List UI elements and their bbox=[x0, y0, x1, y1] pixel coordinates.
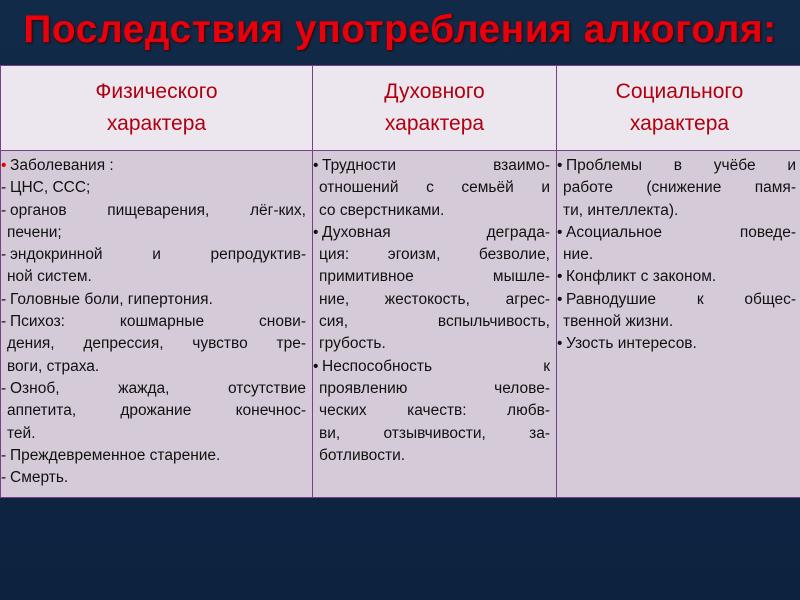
bullet-icon: • bbox=[557, 290, 563, 308]
item-text: аппетита, дрожание конечнос- bbox=[7, 402, 306, 420]
item-text: ной систем. bbox=[7, 268, 92, 286]
header-line: характера bbox=[106, 112, 207, 135]
item-line bbox=[319, 177, 550, 199]
item-text: ти, интеллекта). bbox=[563, 201, 679, 219]
item-text: ция: эгоизм, безволие, bbox=[319, 246, 550, 264]
item-first-line bbox=[557, 155, 796, 177]
list-item bbox=[1, 177, 306, 199]
item-line bbox=[319, 423, 550, 445]
item-line bbox=[563, 200, 796, 222]
item-line bbox=[319, 311, 550, 333]
item-line bbox=[319, 244, 550, 266]
column-cell-spiritual bbox=[313, 151, 557, 498]
item-line bbox=[7, 400, 306, 422]
item-text: Асоциальное поведе- bbox=[566, 223, 796, 241]
item-text: Проблемы в учёбе и bbox=[566, 157, 796, 174]
item-first-line bbox=[313, 155, 550, 177]
list-item bbox=[557, 155, 796, 222]
list-item bbox=[313, 356, 550, 467]
item-text: ЦНС, ССС; bbox=[10, 179, 91, 197]
bullet-icon: - bbox=[1, 201, 7, 219]
item-first-line bbox=[1, 155, 306, 177]
item-first-line bbox=[313, 222, 550, 244]
list-item bbox=[1, 244, 306, 289]
item-line bbox=[7, 266, 306, 288]
list-item bbox=[313, 155, 550, 222]
bullet-icon: - bbox=[1, 379, 7, 397]
item-line bbox=[319, 445, 550, 467]
item-first-line bbox=[313, 356, 550, 378]
item-text: ческих качеств: любв- bbox=[319, 402, 550, 420]
item-first-line bbox=[1, 244, 306, 266]
column-header-physical bbox=[1, 66, 313, 151]
item-text: Смерть. bbox=[10, 469, 69, 487]
item-text: воги, страха. bbox=[7, 357, 100, 375]
bullet-icon: - bbox=[1, 313, 7, 331]
list-item bbox=[557, 289, 796, 334]
item-text: Трудности взаимо- bbox=[322, 157, 550, 174]
item-text: дения, депрессия, чувство тре- bbox=[7, 335, 306, 353]
item-text: ние, жестокость, агрес- bbox=[319, 290, 550, 308]
bullet-icon: • bbox=[557, 268, 563, 286]
item-text: со сверстниками. bbox=[319, 201, 445, 219]
item-text: Преждевременное старение. bbox=[10, 446, 221, 464]
bullet-icon: • bbox=[557, 157, 563, 174]
bullet-icon: • bbox=[313, 357, 319, 375]
header-line: характера bbox=[384, 112, 485, 135]
item-text: ви, отзывчивости, за- bbox=[319, 424, 550, 442]
list-item bbox=[1, 311, 306, 378]
header-line: характера bbox=[629, 112, 730, 135]
item-text: проявлению челове- bbox=[319, 379, 550, 397]
list-item bbox=[557, 222, 796, 267]
slide-title: Последствия употребления алкоголя: bbox=[23, 8, 777, 51]
bullet-icon: - bbox=[1, 446, 7, 464]
item-text: работе (снижение памя- bbox=[563, 179, 796, 197]
item-text: ние. bbox=[563, 246, 594, 264]
list-item bbox=[557, 266, 796, 288]
item-line bbox=[319, 289, 550, 311]
item-text: тей. bbox=[7, 424, 36, 442]
list-item bbox=[1, 289, 306, 311]
item-text: Головные боли, гипертония. bbox=[10, 290, 213, 308]
item-first-line bbox=[1, 445, 306, 467]
item-line bbox=[319, 400, 550, 422]
item-first-line bbox=[1, 289, 306, 311]
item-text: Психоз: кошмарные снови- bbox=[10, 313, 306, 331]
item-line bbox=[7, 423, 306, 445]
bullet-icon: - bbox=[1, 290, 7, 308]
list-item bbox=[313, 222, 550, 356]
item-line bbox=[319, 378, 550, 400]
header-line: Социального bbox=[615, 80, 744, 103]
item-text: отношений с семьёй и bbox=[319, 179, 550, 197]
item-line bbox=[7, 356, 306, 378]
header-row bbox=[1, 66, 800, 151]
item-first-line bbox=[1, 200, 306, 222]
list-item bbox=[1, 200, 306, 245]
item-first-line bbox=[557, 222, 796, 244]
item-text: эндокринной и репродуктив- bbox=[10, 246, 306, 264]
item-first-line bbox=[557, 333, 796, 355]
column-cell-social bbox=[557, 151, 800, 498]
bullet-icon: - bbox=[1, 179, 7, 197]
bullet-icon: • bbox=[1, 157, 7, 174]
item-text: Узость интересов. bbox=[566, 335, 697, 353]
item-text: грубость. bbox=[319, 335, 386, 353]
column-header-spiritual bbox=[313, 66, 557, 151]
list-item bbox=[1, 155, 306, 177]
item-first-line bbox=[1, 378, 306, 400]
header-line: Духовного bbox=[384, 80, 485, 103]
bullet-icon: • bbox=[313, 223, 319, 241]
item-line bbox=[563, 244, 796, 266]
column-header-social bbox=[557, 66, 800, 151]
item-text: Озноб, жажда, отсутствие bbox=[10, 379, 306, 397]
item-text: печени; bbox=[7, 223, 62, 241]
item-line bbox=[563, 311, 796, 333]
item-line bbox=[319, 266, 550, 288]
item-line bbox=[563, 177, 796, 199]
item-line bbox=[319, 333, 550, 355]
item-text: сия, вспыльчивость, bbox=[319, 313, 550, 331]
bullet-icon: • bbox=[557, 335, 563, 353]
bullet-icon: • bbox=[557, 223, 563, 241]
item-text: Конфликт с законом. bbox=[566, 268, 717, 286]
header-line: Физического bbox=[95, 80, 218, 103]
item-line bbox=[319, 200, 550, 222]
bullet-icon: - bbox=[1, 246, 7, 264]
item-first-line bbox=[557, 266, 796, 288]
bullet-icon: - bbox=[1, 469, 7, 487]
body-row bbox=[1, 151, 800, 498]
item-text: Заболевания : bbox=[10, 157, 114, 174]
item-text: твенной жизни. bbox=[563, 313, 674, 331]
item-text: Неспособность к bbox=[322, 357, 550, 375]
item-text: органов пищеварения, лёг-ких, bbox=[10, 201, 306, 219]
item-line bbox=[7, 222, 306, 244]
item-first-line bbox=[1, 311, 306, 333]
list-item bbox=[1, 467, 306, 489]
item-line bbox=[7, 333, 306, 355]
item-first-line bbox=[557, 289, 796, 311]
column-cell-physical bbox=[1, 151, 313, 498]
item-first-line bbox=[1, 467, 306, 489]
consequences-table bbox=[0, 65, 800, 498]
list-item bbox=[1, 378, 306, 445]
list-item bbox=[1, 445, 306, 467]
list-item bbox=[557, 333, 796, 355]
item-text: Равнодушие к общес- bbox=[566, 290, 796, 308]
item-text: ботливости. bbox=[319, 446, 406, 464]
item-text: примитивное мышле- bbox=[319, 268, 550, 286]
bullet-icon: • bbox=[313, 157, 319, 174]
item-first-line bbox=[1, 177, 306, 199]
item-text: Духовная деграда- bbox=[322, 223, 550, 241]
